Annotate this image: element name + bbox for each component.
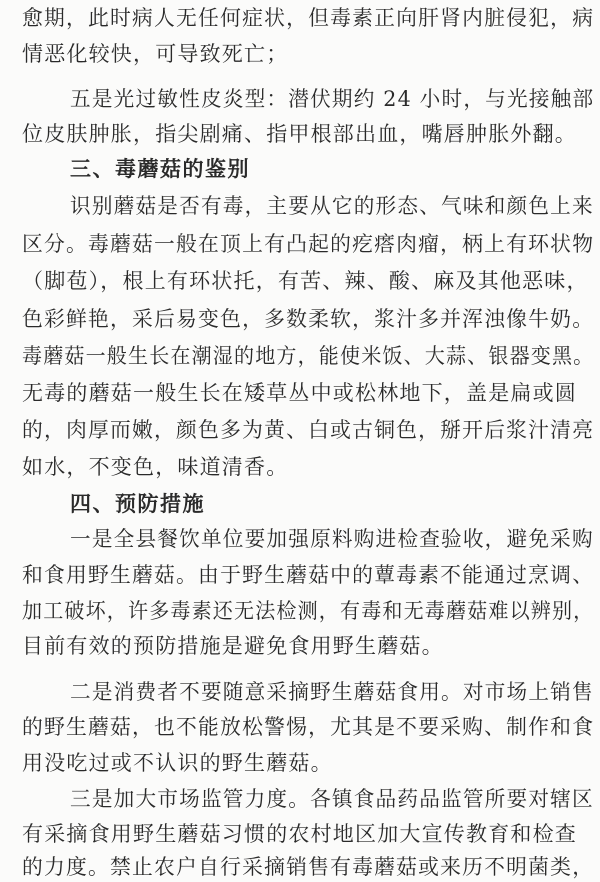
- text-line-16: 和食用野生蘑菇。由于野生蘑菇中的蕈毒素不能通过烹调、: [22, 563, 595, 587]
- text-line-19: 二是消费者不要随意采摘野生蘑菇食用。对市场上销售: [70, 680, 594, 704]
- text-line-11: 无毒的蘑菇一般生长在矮草丛中或松林地下，盖是扁或圆: [22, 381, 577, 405]
- text-line-9: 色彩鲜艳，采后易变色，多数柔软，浆汁多并浑浊像牛奶。: [22, 307, 595, 331]
- text-line-3: 五是光过敏性皮炎型：潜伏期约 24 小时，与光接触部: [70, 87, 595, 111]
- text-line-6: 识别蘑菇是否有毒，主要从它的形态、气味和颜色上来: [70, 194, 594, 218]
- text-line-1: 愈期，此时病人无任何症状，但毒素正向肝肾内脏侵犯，病: [22, 6, 595, 30]
- text-line-15: 一是全县餐饮单位要加强原料购进检查验收，避免采购: [70, 527, 594, 551]
- text-line-21: 用没吃过或不认识的野生蘑菇。: [22, 751, 333, 775]
- text-line-10: 毒蘑菇一般生长在潮湿的地方，能使米饭、大蒜、银器变黑。: [22, 344, 595, 368]
- text-line-23: 有采摘食用野生蘑菇习惯的农村地区加大宣传教育和检查: [22, 822, 577, 846]
- text-line-2: 情恶化较快，可导致死亡；: [22, 42, 289, 66]
- text-line-12: 的，肉厚而嫩，颜色多为黄、白或古铜色，掰开后浆汁清亮: [22, 418, 595, 442]
- text-line-7: 区分。毒蘑菇一般在顶上有凸起的疙瘩肉瘤，柄上有环状物: [22, 232, 595, 256]
- text-line-8: （脚苞），根上有环状托，有苦、辣、酸、麻及其他恶味，: [22, 269, 589, 293]
- text-line-18: 目前有效的预防措施是避免食用野生蘑菇。: [22, 634, 444, 658]
- text-line-24: 的力度。禁止农户自行采摘销售有毒蘑菇或来历不明菌类，: [22, 855, 595, 879]
- text-line-17: 加工破坏，许多毒素还无法检测，有毒和无毒蘑菇难以辨别，: [22, 599, 595, 623]
- text-line-22: 三是加大市场监管力度。各镇食品药品监管所要对辖区: [70, 787, 594, 811]
- section-heading-prevention: 四、预防措施: [70, 492, 205, 516]
- text-line-13: 如水，不变色，味道清香。: [22, 455, 289, 479]
- text-line-20: 的野生蘑菇，也不能放松警惕，尤其是不要采购、制作和食: [22, 715, 595, 739]
- text-line-4: 位皮肤肿胀，指尖剧痛、指甲根部出血，嘴唇肿胀外翻。: [22, 122, 577, 146]
- section-heading-identification: 三、毒蘑菇的鉴别: [70, 157, 250, 181]
